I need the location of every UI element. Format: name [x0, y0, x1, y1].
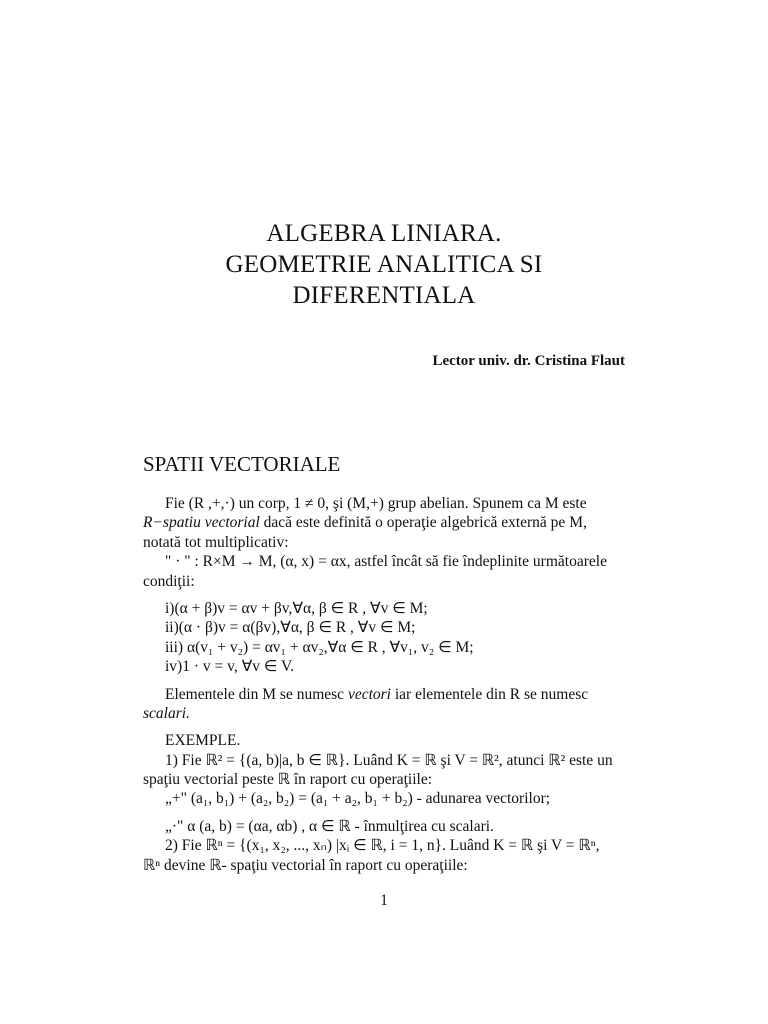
paragraph-1-line-3: notată tot multiplicativ: [143, 533, 289, 551]
paragraph-3-line-2 [143, 704, 645, 723]
page-number: 1 [380, 892, 388, 909]
spacer [143, 809, 645, 817]
example-2-line-2: ℝⁿ devine ℝ- spaţiu vectorial în raport cu operaţiile: [143, 856, 468, 874]
paragraph-2-line-1: " · " : R×M → M, (α, x) = αx, astfel încât să fie îndeplinite următoarele [165, 553, 607, 571]
document-title [0, 218, 768, 311]
author: Lector univ. dr. Cristina Flaut [432, 353, 625, 369]
condition-2: ii)(α · β)v = α(βv),∀α, β ∈ R , ∀v ∈ M; [165, 619, 416, 637]
example-1-line-2: spaţiu vectorial peste ℝ în raport cu operaţiile: [143, 771, 433, 789]
term-spatiu-vectorial: R−spatiu vectorial [143, 514, 260, 532]
paragraph-1-line-2 [143, 513, 645, 532]
spacer [143, 677, 645, 685]
spacer [143, 723, 645, 731]
examples-heading: EXEMPLE. [165, 732, 241, 750]
example-1-line-4: „·" α (a, b) = (αa, αb) , α ∈ ℝ - înmulţirea cu scalari. [165, 817, 494, 835]
title-line-2: GEOMETRIE ANALITICA SI [225, 251, 543, 278]
paragraph-3-text-c: iar elementele din R se numesc [390, 685, 589, 703]
condition-3: iii) α(v₁ + v₂) = αv₁ + αv₂,∀α ∈ R , ∀v₁, v₂ ∈ M; [165, 638, 474, 656]
condition-4: iv)1 · v = v, ∀v ∈ V. [165, 658, 295, 676]
spacer [143, 591, 645, 599]
title-line-1: ALGEBRA LINIARA. [266, 220, 502, 247]
example-2-line-1: 2) Fie ℝⁿ = {(x₁, x₂, ..., xₙ) |xᵢ ∈ ℝ, i = 1, n}. Luând K = ℝ şi V = ℝⁿ, [165, 837, 600, 855]
example-1-line-3: „+" (a₁, b₁) + (a₂, b₂) = (a₁ + a₂, b₁ + b₂) - adunarea vectorilor; [165, 790, 551, 808]
term-vectori: vectori [347, 685, 391, 703]
paragraph-1-line-1: Fie (R ,+,·) un corp, 1 ≠ 0, şi (M,+) grup abelian. Spunem ca M este [165, 495, 587, 512]
body-text [143, 494, 645, 875]
example-1-line-1: 1) Fie ℝ² = {(a, b)|a, b ∈ ℝ}. Luând K = ℝ şi V = ℝ², atunci ℝ² este un [165, 751, 613, 769]
paragraph-3-text-a: Elementele din M se numesc [165, 685, 348, 703]
paragraph-2-line-2: condiţii: [143, 572, 195, 590]
paragraph-3-line-1 [143, 685, 645, 704]
title-line-3: DIFERENTIALA [292, 282, 476, 309]
term-scalari: scalari. [143, 704, 190, 722]
section-title: SPATII VECTORIALE [143, 452, 341, 476]
condition-1: i)(α + β)v = αv + βv,∀α, β ∈ R , ∀v ∈ M; [165, 599, 428, 617]
paragraph-1-line-2-rest: dacă este definită o operaţie algebrică externă pe M, [259, 514, 587, 532]
